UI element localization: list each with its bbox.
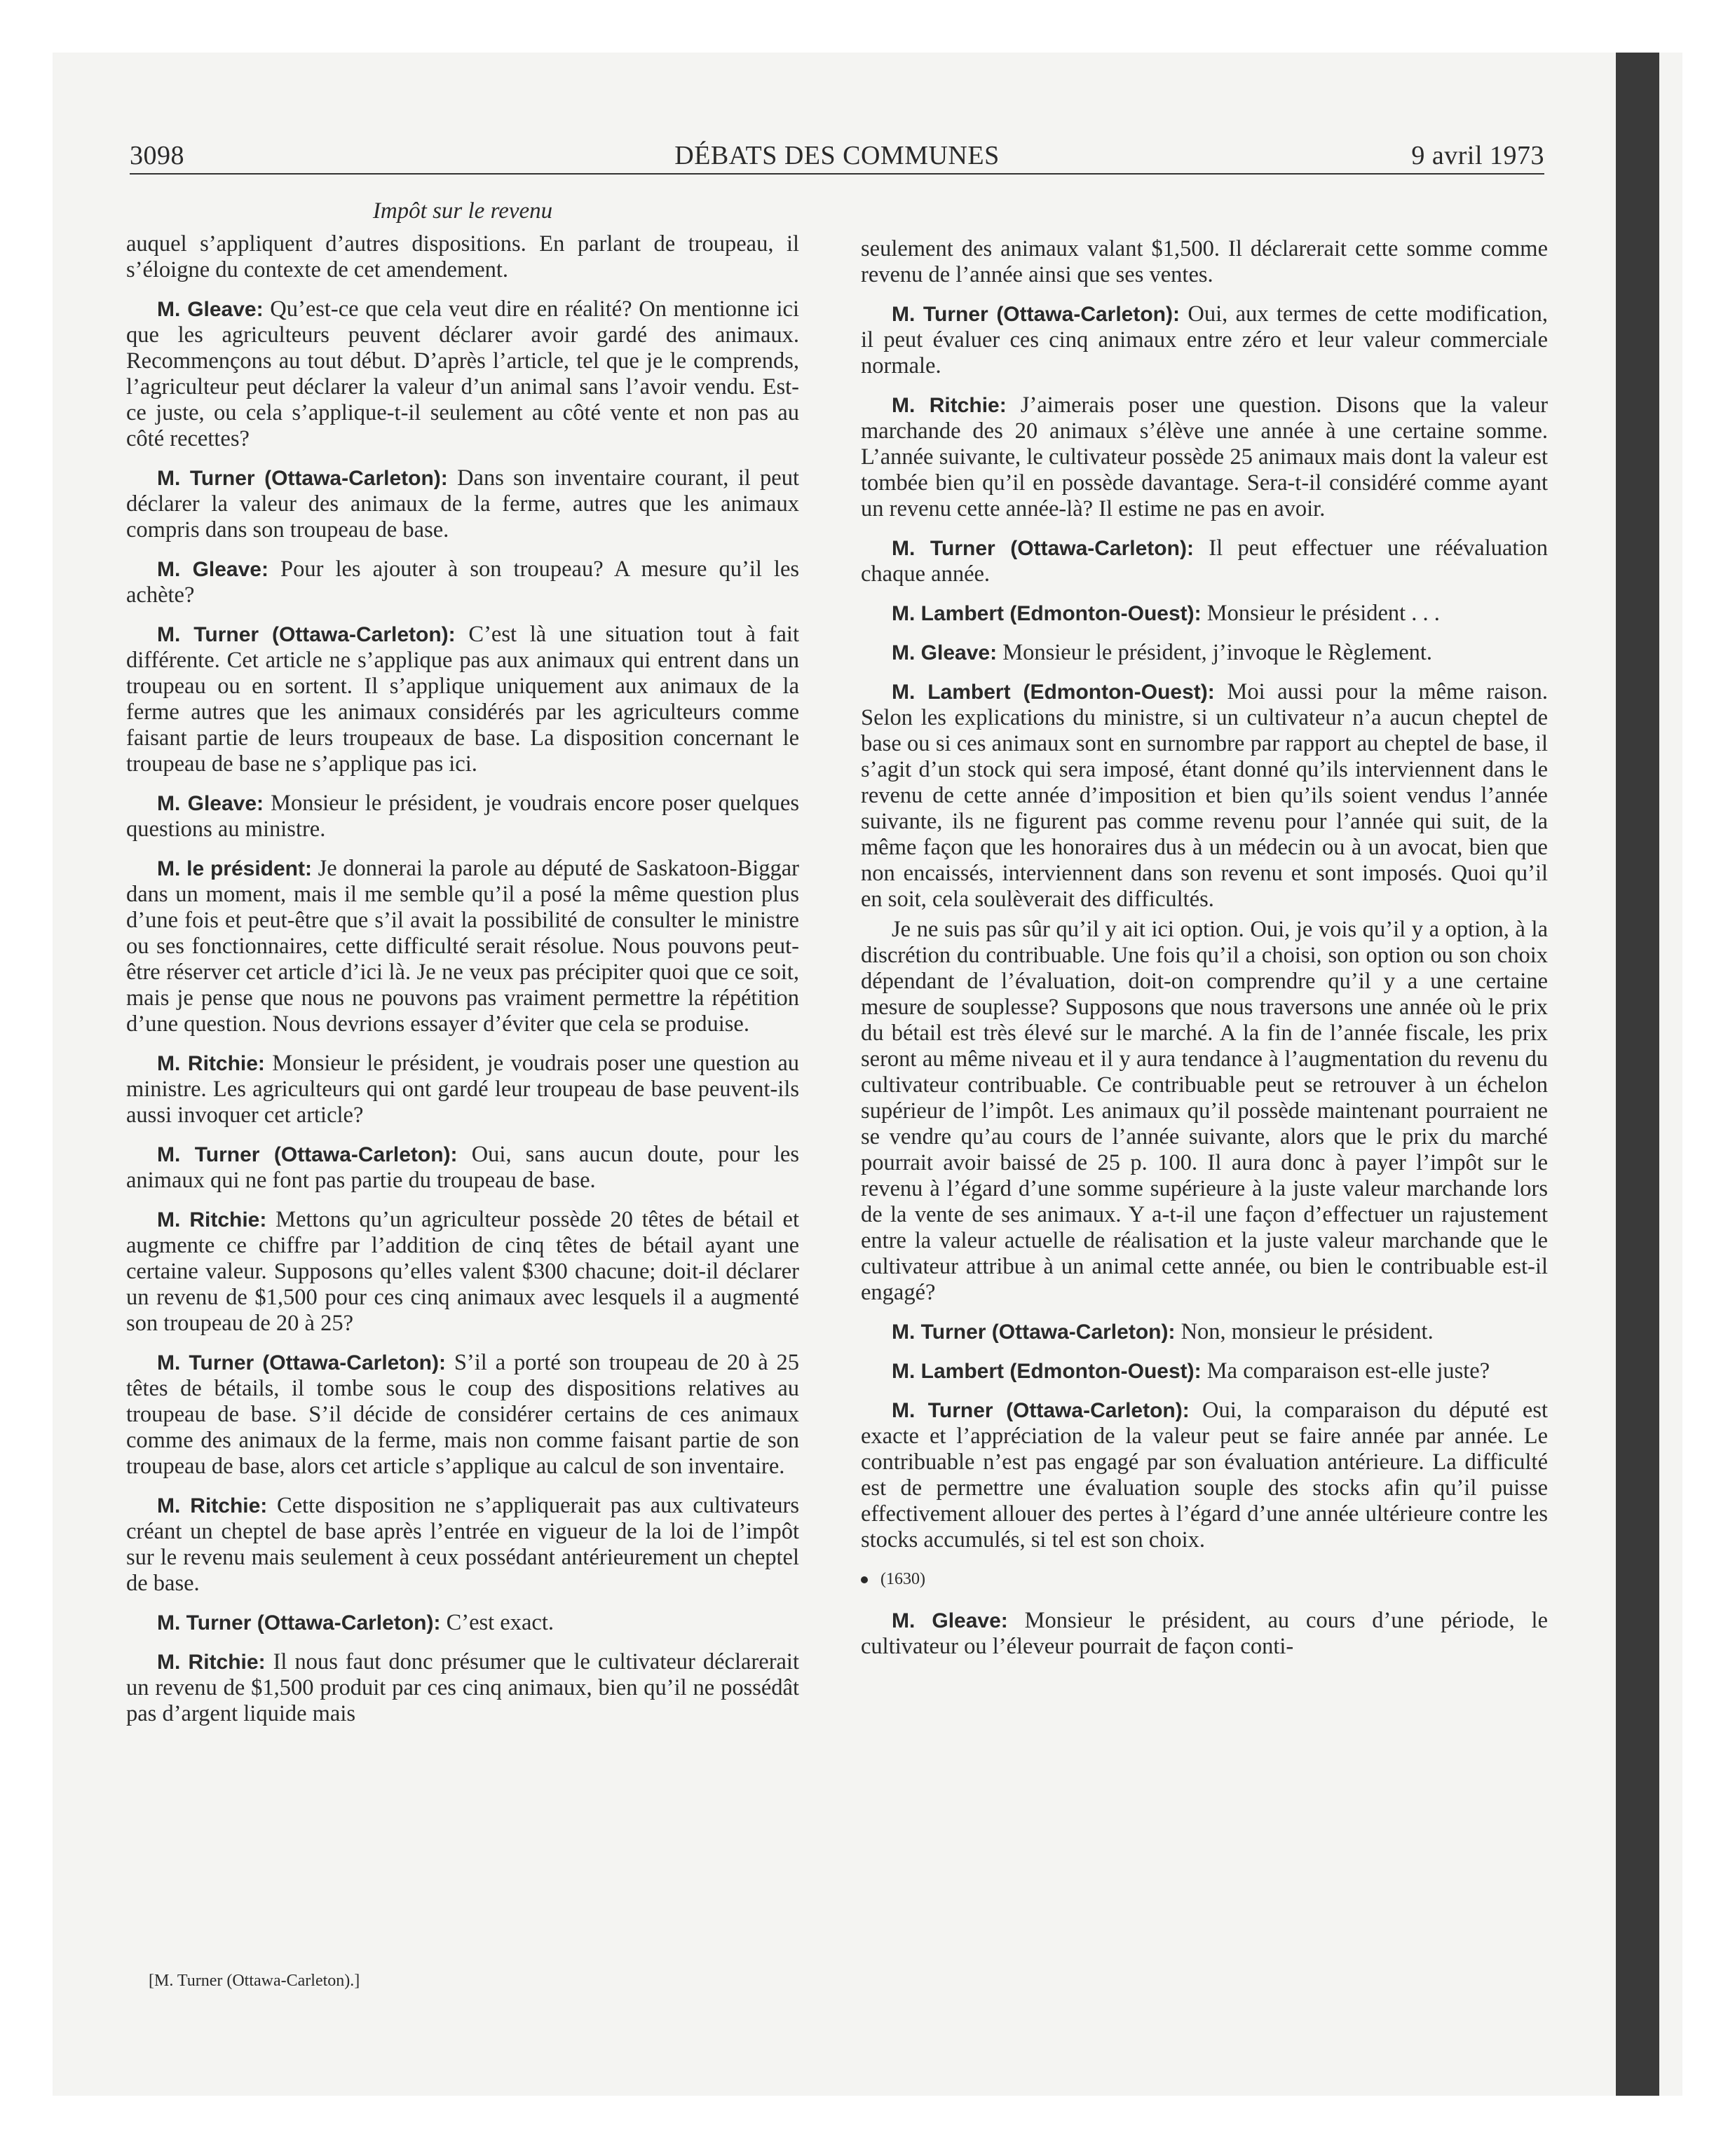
speaker-name: M. Ritchie:	[157, 1494, 268, 1517]
speaker-name: M. Ritchie:	[157, 1651, 266, 1674]
paragraph: M. Turner (Ottawa-Carleton): Il peut effectuer une réévaluation chaque année.	[861, 535, 1548, 587]
speaker-name: M. Turner (Ottawa-Carleton):	[157, 1351, 446, 1374]
speaker-name: M. Ritchie:	[892, 394, 1007, 417]
speaker-name: M. Turner (Ottawa-Carleton):	[157, 623, 456, 646]
paragraph: M. Gleave: Monsieur le président, je voudrais encore poser quelques questions au ministre.	[126, 791, 800, 842]
page-number: 3098	[130, 141, 184, 170]
left-column	[126, 231, 799, 1740]
speaker-name: M. Lambert (Edmonton-Ouest):	[892, 602, 1202, 625]
speaker-name: M. Lambert (Edmonton-Ouest):	[892, 681, 1215, 704]
paragraph: M. Gleave: Pour les ajouter à son troupeau? A mesure qu’il les achète?	[126, 557, 800, 608]
paragraph: auquel s’appliquent d’autres dispositions. En parlant de troupeau, il s’éloigne du contexte de cet amendement.	[126, 231, 799, 282]
paragraph: M. Ritchie: Cette disposition ne s’appliquerait pas aux cultivateurs créant un cheptel de base après l’entrée en vigueur de la loi de l’impôt sur le revenu mais seulement à ceux possédant antérieurement un cheptel de base.	[126, 1493, 799, 1596]
speaker-name: M. Turner (Ottawa-Carleton):	[892, 1399, 1190, 1422]
paragraph: seulement des animaux valant $1,500. Il déclarerait cette somme comme revenu de l’année ainsi que ses ventes.	[861, 236, 1548, 287]
paragraph: M. Turner (Ottawa-Carleton): C’est exact.	[157, 1610, 554, 1635]
right-column	[861, 236, 1548, 1673]
paragraph: M. Turner (Ottawa-Carleton): Dans son inventaire courant, il peut déclarer la valeur des animaux de la ferme, autres que les animaux compris dans son troupeau de base.	[126, 465, 800, 543]
paragraph: M. Gleave: Monsieur le président, j’invoque le Règlement.	[892, 640, 1433, 665]
speaker-name: M. Turner (Ottawa-Carleton):	[892, 303, 1180, 326]
publication-title: DÉBATS DES COMMUNES	[674, 141, 1000, 170]
speaker-name: M. Turner (Ottawa-Carleton):	[157, 467, 448, 490]
speaker-name: M. Turner (Ottawa-Carleton):	[157, 1143, 458, 1166]
paragraph: M. Ritchie: J’aimerais poser une question. Disons que la valeur marchande des 20 animaux s’élève une année à une certaine somme. L’année suivante, le cultivateur possède 25 animaux mais dont la valeur est tombée bien qu’il en possède davantage. Sera-t-il considéré comme ayant un revenu cette année-là? Il estime ne pas en avoir.	[861, 393, 1549, 521]
speaker-name: M. Gleave:	[892, 641, 998, 664]
paragraph: Je ne suis pas sûr qu’il y ait ici option. Oui, je vois qu’il y a option, à la discrétion du contribuable. Une fois qu’il a choisi, son option ou son choix dépendant de l’évaluation, doit-on comprendre qu’il y a une certaine mesure de souplesse? Supposons que nous traversons une année où le prix du bétail est très élevé sur le marché. A la fin de l’année fiscale, les prix seront au même niveau et il y aura tendance à l’augmentation du revenu du cultivateur contribuable. Ce contribuable peut se retrouver à un échelon supérieur de l’impôt. Les animaux qu’il possède maintenant pourraient ne se vendre qu’au cours de l’année suivante, alors que le prix du marché pourrait avoir baissé de 25 p. 100. Il aura donc à payer l’impôt sur le revenu à l’égard d’une somme supérieure à la juste valeur marchande lors de la vente de ses animaux. Y a-t-il une façon d’effectuer un rajustement entre la valeur actuelle de réalisation et la juste valeur marchande que le cultivateur attribue à un animal cette année, ou bien le contribuable est-il engagé?	[861, 917, 1548, 1305]
paragraph: M. Lambert (Edmonton-Ouest): Ma comparaison est-elle juste?	[892, 1358, 1490, 1384]
paragraph: M. Ritchie: Mettons qu’un agriculteur possède 20 têtes de bétail et augmente ce chiffre par l’addition de cinq têtes de bétail ayant une certaine valeur. Supposons qu’elles valent $300 chacune; doit-il déclarer un revenu de $1,500 pour ces cinq animaux avec lesquels il a augmenté son troupeau de 20 à 25?	[126, 1207, 800, 1336]
paragraph: M. Turner (Ottawa-Carleton): S’il a porté son troupeau de 20 à 25 têtes de bétails, il tombe sous le coup des dispositions relatives au troupeau de base. S’il décide de considérer certains de ces animaux comme des animaux de la ferme, mais non comme faisant partie de son troupeau de base, alors cet article s’applique au calcul de son inventaire.	[126, 1350, 800, 1479]
speaker-name: M. Gleave:	[157, 558, 268, 581]
paragraph: M. Turner (Ottawa-Carleton): Oui, la comparaison du député est exacte et l’appréciation de la valeur peut se faire année par année. Le contribuable n’est pas engagé par son évaluation antérieure. La difficulté est de permettre une évaluation souple des stocks afin qu’il puisse effectivement allouer des pertes à l’égard d’une année ultérieure contre les stocks accumulés, si tel est son choix.	[861, 1398, 1549, 1553]
paragraph: M. Turner (Ottawa-Carleton): Oui, aux termes de cette modification, il peut évaluer ces cinq animaux entre zéro et leur valeur commerciale normale.	[861, 301, 1548, 378]
speaker-name: M. le président:	[157, 857, 312, 880]
time-marker: (1630)	[861, 1567, 1548, 1592]
paragraph: M. Lambert (Edmonton-Ouest): Moi aussi pour la même raison. Selon les explications du ministre, si un cultivateur n’a aucun cheptel de base ou si ces animaux sont en surnombre par rapport au cheptel de base, il s’agit d’un stock qui sera imposé, étant donné qu’ils interviennent dans le revenu de cette année d’imposition et bien qu’ils soient vendus l’année suivante, ils ne figurent pas comme revenu pour l’année qui suit, de la même façon que les honoraires dus à un médecin ou à un avocat, bien que non encaissés, interviennent dans son revenu et sont imposés. Quoi qu’il en soit, cela soulèverait des difficultés.	[861, 679, 1548, 912]
paragraph: M. Gleave: Qu’est-ce que cela veut dire en réalité? On mentionne ici que les agriculteurs peuvent déclarer avoir gardé des animaux. Recommençons au tout début. D’après l’article, tel que je le comprends, l’agriculteur peut déclarer la valeur d’un animal sans l’avoir vendu. Est-ce juste, ou cela s’applique-t-il seulement au côté vente et non pas au côté recettes?	[126, 296, 799, 451]
speaker-name: M. Gleave:	[157, 298, 264, 321]
speaker-name: M. Gleave:	[157, 792, 264, 815]
header-rule	[130, 173, 1544, 175]
page-date: 9 avril 1973	[1411, 141, 1544, 170]
speaker-name: M. Ritchie:	[157, 1052, 265, 1075]
paragraph: M. Ritchie: Monsieur le président, je voudrais poser une question au ministre. Les agriculteurs qui ont gardé leur troupeau de base peuvent-ils aussi invoquer cet article?	[126, 1051, 800, 1128]
speaker-name: M. Ritchie:	[157, 1208, 267, 1231]
paragraph: M. Turner (Ottawa-Carleton): Oui, sans aucun doute, pour les animaux qui ne font pas partie du troupeau de base.	[126, 1142, 799, 1193]
speaker-name: M. Gleave:	[892, 1609, 1008, 1632]
paragraph: M. le président: Je donnerai la parole au député de Saskatoon-Biggar dans un moment, mais il me semble qu’il a posé la même question plus d’une fois et peut-être que s’il avait la possibilité de consulter le ministre ou ses fonctionnaires, cette difficulté serait résolue. Nous pouvons peut-être réserver cet article d’ici là. Je ne veux pas précipiter quoi que ce soit, mais je pense que nous ne pouvons pas vraiment permettre la répétition d’une question. Nous devrions essayer d’éviter que cela se produise.	[126, 856, 799, 1037]
speaker-name: M. Turner (Ottawa-Carleton):	[892, 1321, 1176, 1344]
paragraph: M. Turner (Ottawa-Carleton): C’est là une situation tout à fait différente. Cet article ne s’applique pas aux animaux qui entrent dans un troupeau ou en sortent. Il s’applique uniquement aux animaux de la ferme autres que les animaux considérés par les agriculteurs comme faisant partie de leurs troupeaux de base. La disposition concernant le troupeau de base ne s’applique pas ici.	[126, 622, 799, 777]
paragraph: M. Turner (Ottawa-Carleton): Non, monsieur le président.	[892, 1319, 1434, 1344]
bullet-icon	[861, 1576, 868, 1583]
speaker-name: M. Turner (Ottawa-Carleton):	[157, 1611, 441, 1635]
speaker-name: M. Lambert (Edmonton-Ouest):	[892, 1360, 1202, 1383]
page-footer: [M. Turner (Ottawa-Carleton).]	[149, 1972, 360, 1990]
paragraph: M. Lambert (Edmonton-Ouest): Monsieur le président . . .	[892, 601, 1440, 626]
paragraph: M. Ritchie: Il nous faut donc présumer que le cultivateur déclarerait un revenu de $1,500 produit par ces cinq animaux, bien qu’il ne possédât pas d’argent liquide mais	[126, 1649, 799, 1726]
speaker-name: M. Turner (Ottawa-Carleton):	[892, 537, 1194, 560]
paragraph: M. Gleave: Monsieur le président, au cours d’une période, le cultivateur ou l’éleveur pourrait de façon conti-	[861, 1608, 1549, 1659]
page-header	[130, 140, 1544, 172]
section-subtitle: Impôt sur le revenu	[372, 198, 553, 224]
